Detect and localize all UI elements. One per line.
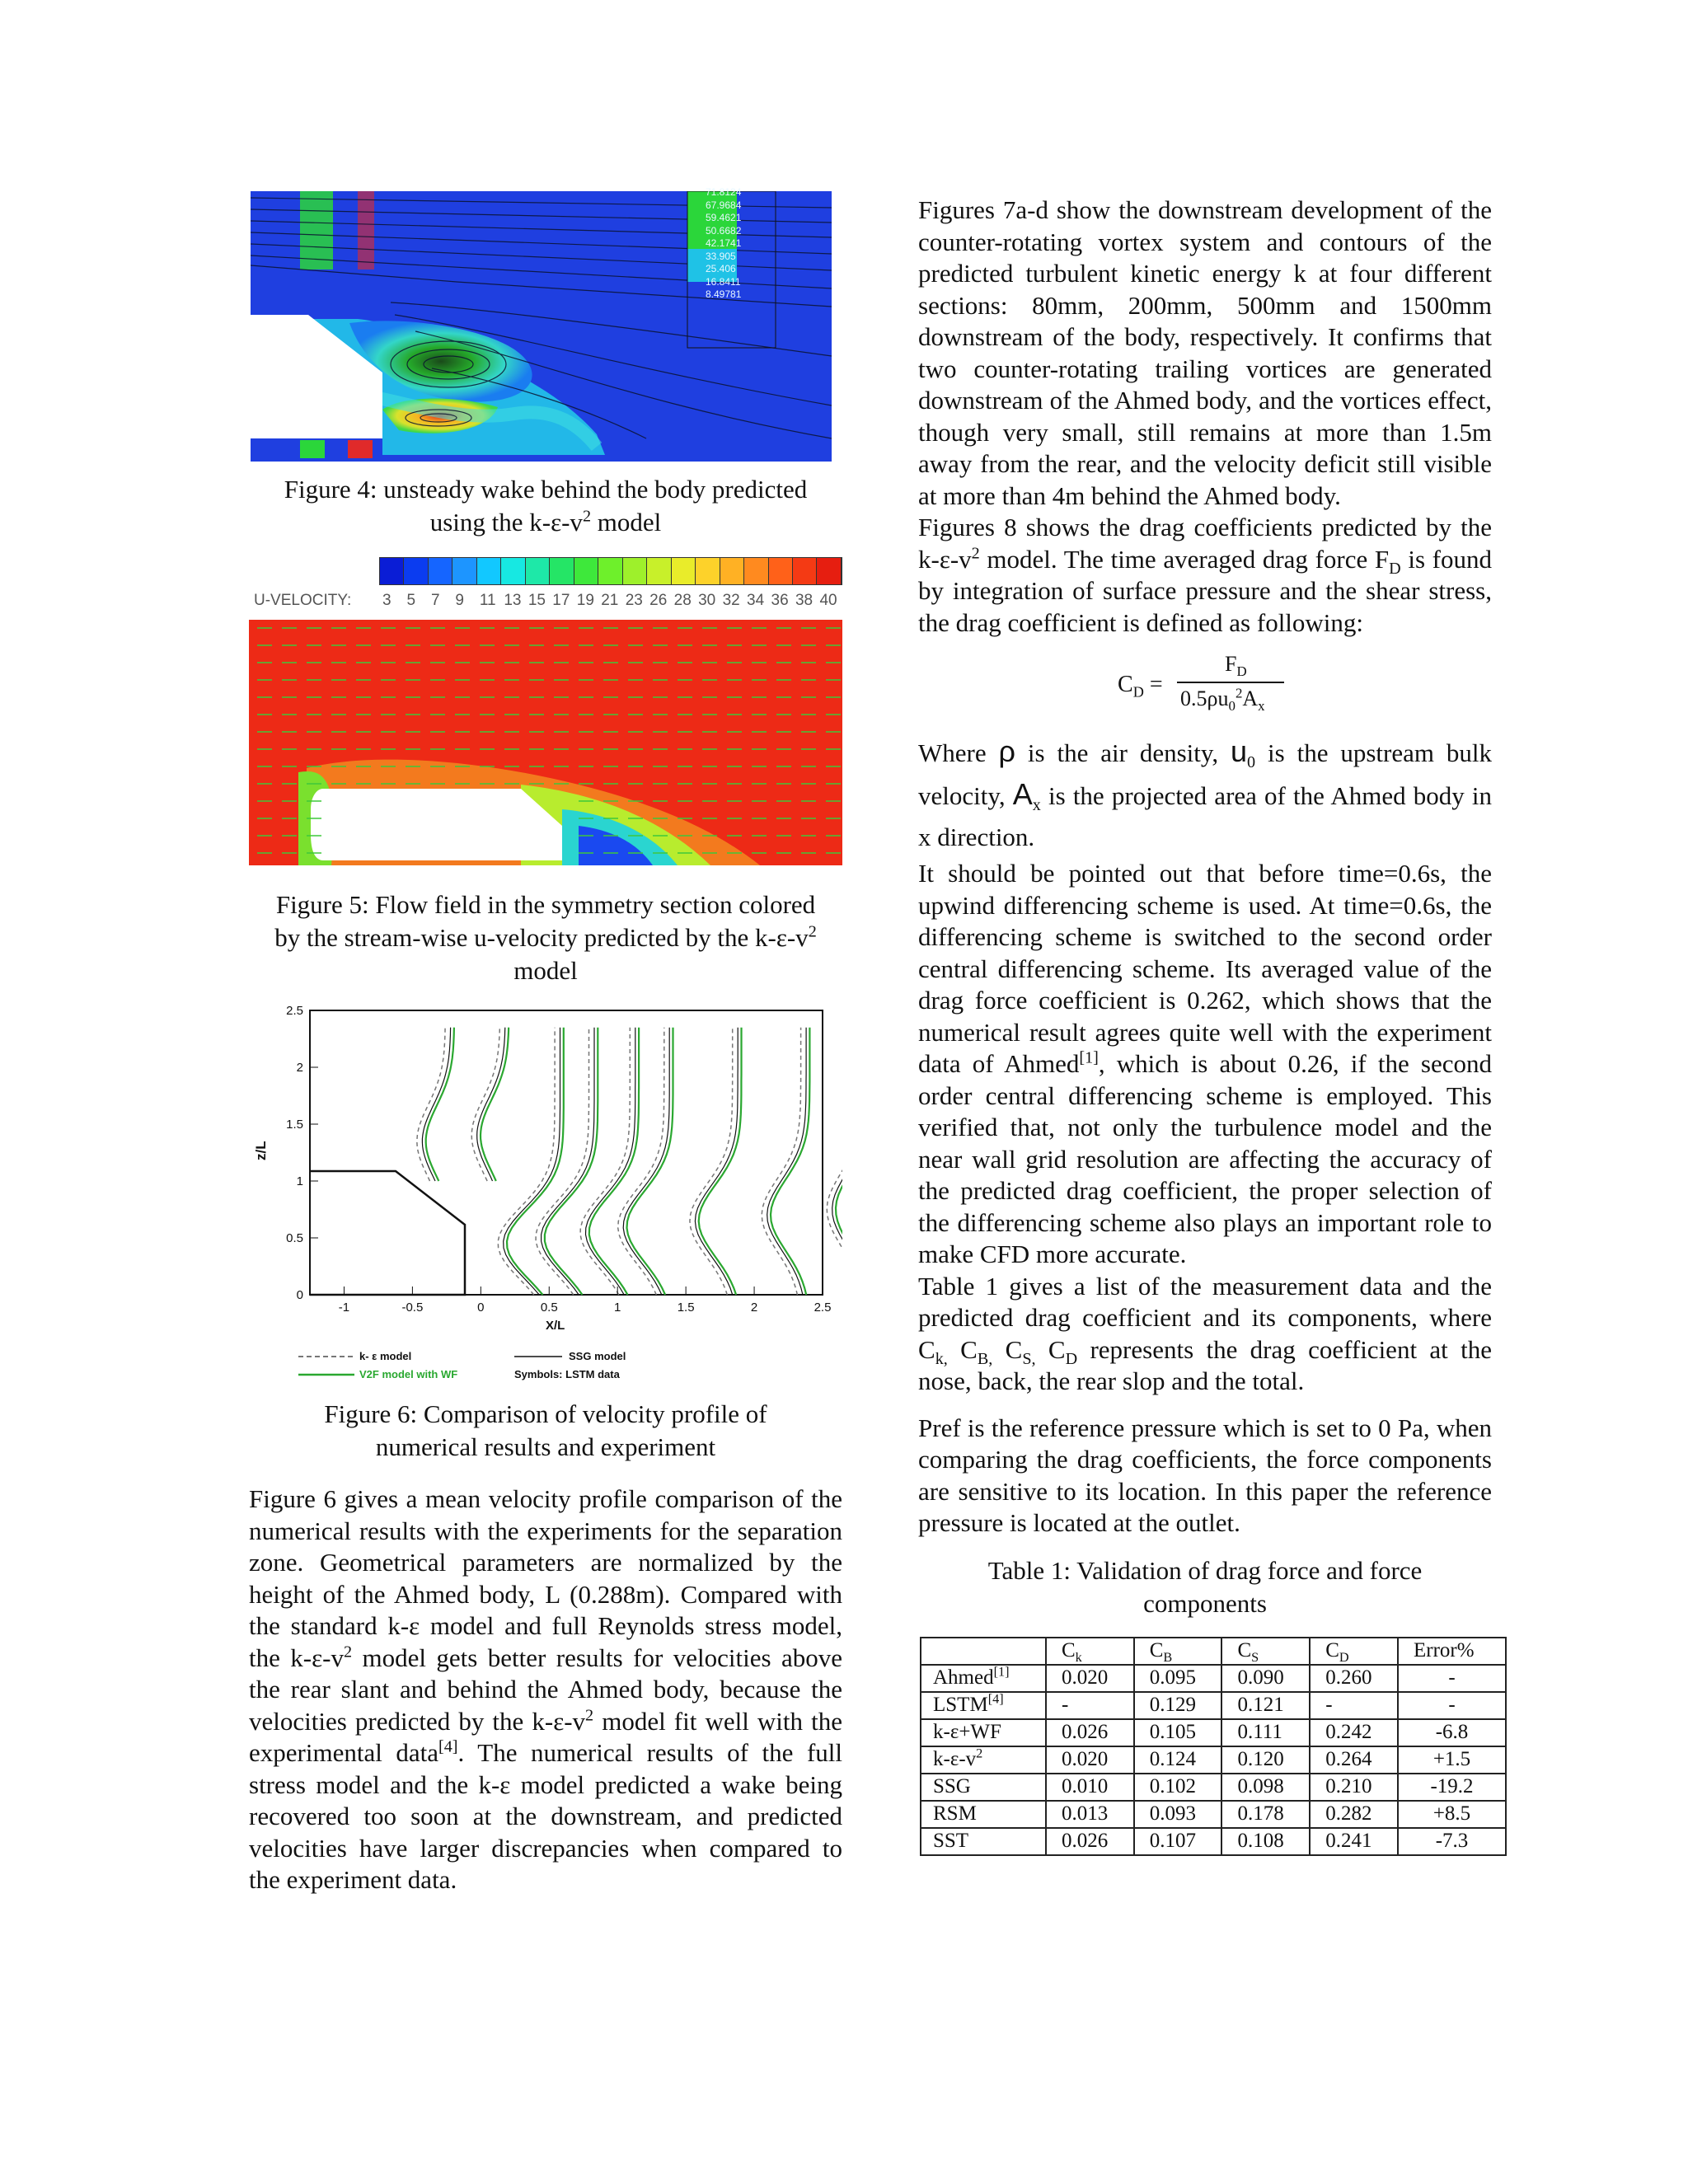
- header-sub: S: [1251, 1650, 1259, 1665]
- left-column: [249, 186, 843, 1896]
- figure-5-colorbar: [249, 557, 842, 615]
- table-row: [921, 1774, 1506, 1801]
- caption-line: components: [1143, 1588, 1267, 1618]
- right-paragraph-3: [918, 858, 1492, 1271]
- y-tick-label: 2.5: [286, 1004, 303, 1018]
- table-cell: 0.098: [1221, 1774, 1310, 1801]
- row-label: [921, 1665, 1046, 1692]
- row-label-sup: [1]: [993, 1664, 1010, 1680]
- figure-6-caption: [249, 1398, 842, 1464]
- table-row: [921, 1692, 1506, 1719]
- caption-line: Figure 4: unsteady wake behind the body predicted: [284, 475, 808, 504]
- para-text: Figures 8 shows the drag coefficients predicted by the k-ε-v: [918, 513, 1492, 574]
- formula-eq: =: [1143, 672, 1163, 697]
- formula-sub: x: [1258, 698, 1265, 715]
- y-tick-label: 1.5: [286, 1118, 303, 1132]
- para-text: represents the drag coefficient at the nose, back, the rear slop and the total.: [918, 1334, 1492, 1395]
- para-sup: 2: [971, 544, 980, 563]
- table-1-caption: [918, 1554, 1492, 1620]
- profile-line: [690, 1028, 733, 1295]
- para-text: C: [1035, 1334, 1066, 1364]
- velocity-profiles: [417, 1028, 842, 1295]
- header-text: Error%: [1413, 1639, 1475, 1661]
- x-tick-label: 1.5: [677, 1301, 695, 1315]
- fraction-bar: [1177, 682, 1284, 683]
- legend-value: 33.905: [706, 250, 736, 262]
- caption-line: model: [591, 508, 662, 537]
- colorbar-tick-label: 11: [479, 592, 496, 609]
- drag-coefficient-formula: [918, 652, 1492, 723]
- colorbar-tick-label: 26: [649, 592, 668, 609]
- row-label: [921, 1719, 1046, 1746]
- para-text: Figure 6 gives a mean velocity profile comparison of the numerical results with the experiments for the separation zone. Geometrical parameters are normalized by the height of the Ahmed body, L (0.288m). Compared with the standard k-ε model and full Reynolds stress model, the k-ε-v: [249, 1484, 842, 1672]
- figure-4: [251, 186, 832, 462]
- left-paragraph: [249, 1483, 842, 1896]
- formula-symbol: C: [1118, 672, 1133, 697]
- colorbar-swatch: [720, 558, 744, 584]
- legend-ke: k- ε model: [359, 1350, 412, 1362]
- citation: [1]: [1079, 1048, 1099, 1067]
- y-ticks: [286, 1004, 318, 1302]
- colorbar-tick-label: 23: [625, 592, 643, 609]
- profile-line: [827, 1028, 842, 1295]
- row-label-text: SST: [933, 1830, 969, 1852]
- profile-line: [417, 1028, 445, 1181]
- profile-line: [771, 1028, 809, 1295]
- table-cell: 0.020: [1046, 1665, 1134, 1692]
- table-cell: 0.260: [1310, 1665, 1398, 1692]
- u0-symbol: u: [1231, 734, 1248, 768]
- legend-value: 67.9684: [706, 199, 742, 211]
- colorbar-tick-label: 19: [576, 592, 594, 609]
- para-sub: 0: [1247, 753, 1256, 772]
- citation: [4]: [438, 1737, 458, 1756]
- table-cell: +1.5: [1398, 1746, 1506, 1774]
- x-tick-label: 1: [614, 1301, 621, 1315]
- figure-5-caption: [249, 888, 842, 987]
- row-label-text: RSM: [933, 1802, 977, 1825]
- table-cell: 0.090: [1221, 1665, 1310, 1692]
- right-paragraph-5: Pref is the reference pressure which is set to 0 Pa, when comparing the drag coefficients, the force components are sensitive to its location. In this paper the reference pressure is located at the outlet.: [918, 1413, 1492, 1537]
- row-label: [921, 1801, 1046, 1828]
- table-cell: 0.282: [1310, 1801, 1398, 1828]
- colorbar-swatch: [550, 558, 574, 584]
- para-sup: 2: [343, 1643, 353, 1661]
- caption-line: Table 1: Validation of drag force and force: [987, 1555, 1423, 1585]
- profile-line: [695, 1028, 738, 1295]
- para-text: is found by integration of surface pressure and the shear stress, the drag coefficient is defined as following:: [918, 544, 1492, 637]
- caption-sup: 2: [582, 507, 592, 526]
- legend-value: 16.8411: [706, 275, 741, 288]
- ahmed-body-outline: [310, 1171, 465, 1295]
- formula-sub: 0: [1228, 698, 1236, 715]
- para-text: model gets better results for velocities above the rear slant and behind the Ahmed body, because the velocities predicted by the k-ε-v: [249, 1643, 842, 1736]
- colorbar-swatch: [744, 558, 768, 584]
- colorbar-swatch: [574, 558, 598, 584]
- profile-line: [767, 1028, 806, 1295]
- colorbar-swatch: [672, 558, 696, 584]
- table-cell: 0.102: [1134, 1774, 1222, 1801]
- header-text: C: [1325, 1639, 1339, 1661]
- table-body: [921, 1665, 1506, 1855]
- colorbar-swatch: [404, 558, 428, 584]
- colorbar-tick-label: 9: [455, 592, 464, 609]
- colorbar-tick-label: 17: [552, 592, 570, 609]
- x-tick-label: -1: [338, 1301, 350, 1315]
- colorbar-tick-label: 15: [528, 592, 546, 609]
- legend-v2f: V2F model with WF: [359, 1368, 458, 1380]
- legend-value: 50.6682: [706, 224, 742, 237]
- table-header-cell: [1398, 1638, 1506, 1665]
- colorbar-tick-label: 7: [430, 592, 440, 609]
- table-cell: 0.010: [1046, 1774, 1134, 1801]
- caption-line: numerical results and experiment: [375, 1432, 716, 1461]
- figure-4-caption: [249, 473, 842, 539]
- legend-value: 59.4621: [706, 212, 742, 223]
- para-text: model fit well with the experimental data: [249, 1706, 843, 1767]
- colorbar-swatch: [598, 558, 622, 584]
- colorbar-tick-label: 30: [698, 592, 716, 609]
- colorbar-tick-label: 13: [504, 592, 522, 609]
- profile-line: [589, 1028, 639, 1295]
- para-sub: D: [1065, 1349, 1078, 1368]
- caption-line: Figure 5: Flow field in the symmetry section colored: [275, 890, 816, 919]
- profile-line: [504, 1028, 560, 1295]
- colorbar-swatch: [380, 558, 404, 584]
- para-text: Table 1 gives a list of the measurement data and the predicted drag coefficient and its components, where C: [918, 1271, 1492, 1364]
- right-paragraph-where: [918, 731, 1492, 858]
- table-cell: -: [1398, 1665, 1506, 1692]
- colorbar-tick-label: 34: [747, 592, 765, 609]
- para-text: is the projected area of the Ahmed body in x direction.: [918, 781, 1492, 851]
- table-cell: 0.111: [1221, 1719, 1310, 1746]
- profile-line: [836, 1028, 842, 1295]
- profile-line: [536, 1028, 588, 1295]
- right-column: [918, 194, 1492, 1856]
- para-text: model. The time averaged drag force F: [979, 544, 1390, 574]
- header-sub: B: [1163, 1650, 1173, 1665]
- para-text: Where: [918, 738, 999, 767]
- para-sub: S,: [1022, 1349, 1036, 1368]
- table-header-cell: [921, 1638, 1046, 1665]
- table-cell: 0.020: [1046, 1746, 1134, 1774]
- table-row: [921, 1746, 1506, 1774]
- colorbar-swatch: [793, 558, 817, 584]
- row-label-sup: [4]: [987, 1691, 1004, 1707]
- row-label: [921, 1774, 1046, 1801]
- table-row: [921, 1665, 1506, 1692]
- plot-frame: [310, 1010, 823, 1295]
- row-label-text: k-ε-v: [933, 1748, 977, 1770]
- table-cell: 0.093: [1134, 1801, 1222, 1828]
- para-text: is the upstream bulk velocity,: [918, 738, 1492, 810]
- y-tick-label: 2: [296, 1061, 303, 1075]
- formula-lhs: [1118, 672, 1163, 701]
- colorbar-tick-label: 21: [601, 592, 619, 609]
- colorbar-tick-label: 3: [382, 592, 392, 609]
- colorbar-strip: [379, 557, 842, 585]
- row-label-sup: 2: [976, 1746, 983, 1761]
- para-text: C: [947, 1334, 978, 1364]
- colorbar-swatch: [526, 558, 550, 584]
- para-text: is the air density,: [1015, 738, 1231, 767]
- colorbar-ticks: [382, 592, 844, 610]
- legend-value: 71.8124: [706, 186, 742, 198]
- figure-5: [249, 557, 842, 865]
- table-cell: 0.241: [1310, 1828, 1398, 1855]
- table-cell: 0.210: [1310, 1774, 1398, 1801]
- colorbar-tick-label: 5: [406, 592, 416, 609]
- header-text: C: [1149, 1639, 1164, 1661]
- right-paragraph-1: Figures 7a-d show the downstream development of the counter-rotating vortex system and contours of the predicted turbulent kinetic energy k at four different sections: 80mm, 200mm, 500mm and 1500mm downstream of the body, respectively. It confirms that two counter-rotating trailing vortices are generated downstream of the Ahmed body, and the vortices effect, though very small, still remains at more than 1.5m away from the rear, and the velocity deficit still visible at more than 4m behind the Ahmed body.: [918, 195, 1492, 510]
- table-header-cell: [1221, 1638, 1310, 1665]
- table-cell: 0.095: [1134, 1665, 1222, 1692]
- caption-line: by the stream-wise u-velocity predicted by the k-ε-v: [274, 923, 809, 952]
- table-cell: -6.8: [1398, 1719, 1506, 1746]
- legend-symbols: Symbols: LSTM data: [514, 1368, 620, 1380]
- colorbar-swatch: [769, 558, 793, 584]
- legend-value: 8.49781: [706, 288, 742, 300]
- colorbar-swatch: [647, 558, 671, 584]
- colorbar-swatch: [696, 558, 720, 584]
- table-cell: 0.242: [1310, 1719, 1398, 1746]
- table-cell: -: [1398, 1692, 1506, 1719]
- table-header-cell: [1134, 1638, 1222, 1665]
- profile-line: [627, 1028, 673, 1295]
- rho-symbol: ρ: [998, 734, 1015, 768]
- figure-6-plot: [249, 1004, 842, 1383]
- colorbar-tick-label: 36: [771, 592, 789, 609]
- colorbar-swatch: [623, 558, 647, 584]
- table-cell: 0.013: [1046, 1801, 1134, 1828]
- colorbar-label: U-VELOCITY:: [254, 592, 352, 609]
- formula-denominator: [1180, 685, 1265, 715]
- profile-line: [762, 1028, 800, 1295]
- colorbar-tick-label: 28: [673, 592, 692, 609]
- profile-line: [507, 1028, 564, 1295]
- table-cell: 0.108: [1221, 1828, 1310, 1855]
- profile-line: [545, 1028, 598, 1295]
- x-tick-label: 0: [477, 1301, 485, 1315]
- table-cell: 0.120: [1221, 1746, 1310, 1774]
- para-sub: D: [1389, 559, 1401, 578]
- table-header-row: [921, 1638, 1506, 1665]
- row-label-text: Ahmed: [933, 1666, 994, 1689]
- y-tick-label: 0.5: [286, 1231, 303, 1245]
- row-label: [921, 1746, 1046, 1774]
- colorbar-swatch: [452, 558, 476, 584]
- caption-line: Figure 6: Comparison of velocity profile of: [324, 1399, 767, 1428]
- x-axis-label: X/L: [546, 1319, 565, 1333]
- header-text: C: [1237, 1639, 1252, 1661]
- figure-5-plot: [249, 620, 842, 865]
- para-text: C: [992, 1334, 1023, 1364]
- caption-line: using the k-ε-v: [429, 508, 583, 537]
- profile-line: [477, 1028, 505, 1181]
- formula-numerator: [1225, 652, 1247, 680]
- profile-line: [580, 1028, 630, 1295]
- legend-value: 42.1741: [706, 237, 742, 249]
- table-cell: -19.2: [1398, 1774, 1506, 1801]
- row-label-text: k-ε+WF: [933, 1721, 1001, 1743]
- table-cell: -7.3: [1398, 1828, 1506, 1855]
- caption-sup: 2: [808, 922, 817, 941]
- table-cell: 0.026: [1046, 1719, 1134, 1746]
- right-paragraph-4: [918, 1271, 1492, 1398]
- table-cell: 0.129: [1134, 1692, 1222, 1719]
- table-cell: 0.121: [1221, 1692, 1310, 1719]
- formula-symbol: 0.5ρu: [1180, 687, 1229, 710]
- table-row: [921, 1828, 1506, 1855]
- header-sub: k: [1075, 1650, 1082, 1665]
- legend-ssg: SSG model: [569, 1350, 626, 1362]
- para-sub: B,: [977, 1349, 993, 1368]
- row-label: [921, 1828, 1046, 1855]
- x-tick-label: 0.5: [540, 1301, 558, 1315]
- header-sub: D: [1339, 1650, 1349, 1665]
- x-tick-label: 2.5: [814, 1301, 832, 1315]
- colorbar-swatch: [477, 558, 501, 584]
- validation-table: [920, 1637, 1507, 1856]
- para-text: , which is about 0.26, if the second order central differencing scheme is employed. This verified that, not only the turbulence model and the near wall grid resolution are affecting the accuracy of the predicted drag coefficient, the proper selection of the differencing scheme also plays an important role to make CFD more accurate.: [918, 1049, 1492, 1268]
- colorbar-swatch: [817, 558, 841, 584]
- para-text: It should be pointed out that before time=0.6s, the upwind differencing scheme is used. At time=0.6s, the differencing scheme is switched to the second order central differencing scheme. Its averaged value of the drag force coefficient is 0.262, which shows that the numerical result agrees quite well with the experiment data of Ahmed: [918, 859, 1492, 1078]
- table-cell: 0.178: [1221, 1801, 1310, 1828]
- y-tick-label: 1: [296, 1174, 303, 1188]
- para-text: . The numerical results of the full stress model and the k-ε model predicted a wake being recovered too soon at the downstream, and predicted velocities have larger discrepancies when compared to the experiment data.: [249, 1738, 842, 1894]
- formula-sub: D: [1236, 663, 1247, 680]
- table-cell: 0.105: [1134, 1719, 1222, 1746]
- table-row: [921, 1719, 1506, 1746]
- figure-4-legend-values: [706, 186, 771, 302]
- table-cell: +8.5: [1398, 1801, 1506, 1828]
- formula-symbol: A: [1242, 687, 1259, 710]
- profile-line: [481, 1028, 509, 1181]
- table-header-cell: [1310, 1638, 1398, 1665]
- figure-6: [249, 1004, 842, 1383]
- legend-value: 25.406: [706, 263, 736, 274]
- x-ticks: [339, 1286, 832, 1315]
- para-sup: 2: [585, 1706, 594, 1725]
- ax-symbol: A: [1012, 777, 1033, 811]
- profile-line: [618, 1028, 664, 1295]
- y-axis-label: z/L: [253, 1141, 269, 1160]
- table-cell: 0.264: [1310, 1746, 1398, 1774]
- x-tick-label: 2: [750, 1301, 758, 1315]
- row-label-text: SSG: [933, 1775, 971, 1797]
- colorbar-swatch: [501, 558, 525, 584]
- table-row: [921, 1801, 1506, 1828]
- table-cell: 0.124: [1134, 1746, 1222, 1774]
- formula-sub: D: [1132, 683, 1144, 701]
- header-text: C: [1061, 1639, 1076, 1661]
- colorbar-tick-label: 38: [795, 592, 814, 609]
- table-cell: 0.107: [1134, 1828, 1222, 1855]
- table-header-cell: [1046, 1638, 1134, 1665]
- colorbar-swatch: [429, 558, 452, 584]
- row-label-text: LSTM: [933, 1694, 988, 1716]
- table-cell: 0.026: [1046, 1828, 1134, 1855]
- colorbar-tick-label: 32: [722, 592, 740, 609]
- caption-line: model: [513, 956, 578, 985]
- formula-sup: 2: [1235, 685, 1243, 701]
- x-tick-label: -0.5: [401, 1301, 424, 1315]
- formula-symbol: F: [1225, 652, 1237, 676]
- colorbar-tick-label: 40: [819, 592, 837, 609]
- table-cell: -: [1046, 1692, 1134, 1719]
- para-sub: k,: [935, 1349, 948, 1368]
- table-cell: -: [1310, 1692, 1398, 1719]
- right-paragraph-2: [918, 512, 1492, 639]
- y-tick-label: 0: [296, 1288, 303, 1302]
- profile-line: [832, 1028, 842, 1295]
- para-sub: x: [1032, 796, 1041, 815]
- row-label: [921, 1692, 1046, 1719]
